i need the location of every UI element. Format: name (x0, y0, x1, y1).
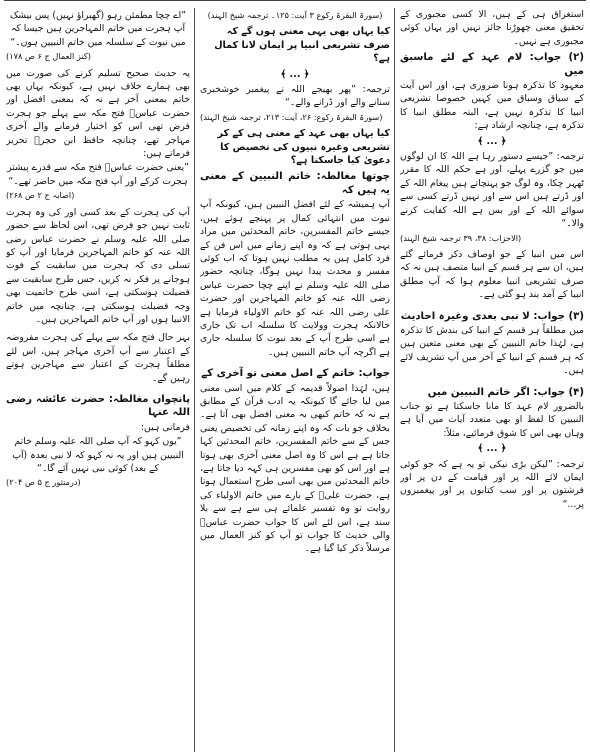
question: کیا یہاں بھی عہد کے معنی ہی کے کر تشریعی وغیرہ نبیوں کی تخصیص کا دعویٰ کیا جاسکتا ہے؟ (217, 128, 390, 167)
section-heading: چوتھا مغالطہ: خاتم النبیین کے معنی یہ ہیں کہ (200, 171, 390, 196)
paragraph: آپ کی ہجرت کے بعد کسی اور کی وہ ہجرت ثابت نہیں جو فرض تھی، اس لحاظ سے حضور صلی اللہ علیہ وسلم نے حضرت عباس رضی اللہ عنہ کو خاتم المہاجرین فرمایا اور آپ کو تسلی دی کہ ہجرت میں سابقیت کے فوت ہوجانے پر فکر نہ کریں، جس طرح سابقیت سے فضیلت ہوسکتی ہے، اسی طرح خاتمیت بھی وجہ فضیلت ہوسکتی ہے، چنانچہ میں خاتم الانبیا ہوں اور آپ خاتم المہاجرین ہیں۔ (6, 206, 190, 325)
reference: (سورۃ البقرۃ رکوع: ۲۶، آیت: ۲۱۳، ترجمہ شیخ الہند) (200, 111, 383, 122)
translation: ترجمہ: ”جیسے دستور رہا ہے اللہ کا ان لوگوں میں جو گزرے پہلے، اور ہے حکم اللہ کا مقرر ٹھہر چکا، وہ لوگ جو پہنچاتے ہیں پیغام اللہ کے اور ڈرتے ہیں اس سے اور نہیں ڈرتے کسی سے سوائے اللہ کے اور بس ہے اللہ کفایت کرنے والا۔“ (400, 151, 584, 230)
section-heading: (۲) جواب: لام عہد کے لئے ماسبق میں (400, 52, 584, 77)
reference: (درمنثور ج ۵ ص ۲۰۴) (6, 477, 81, 488)
column-divider (394, 8, 395, 752)
section-heading: (۳) جواب: لا نبی بعدی وغیرہ احادیث (400, 310, 584, 322)
column-middle (200, 8, 390, 754)
reference: (اصابہ ج ۲ ص ۲۶۸) (6, 190, 75, 201)
paragraph: اس میں انبیا کے جو اوصاف ذکر فرمائے گئے ہیں، ان سے ہر قسم کے انبیا متصف ہیں نہ کہ صرف تشریعی انبیا معلوم ہوا کہ آپ مطلق انبیا کے آمد بند ہو گئی ہے۔ (400, 248, 584, 301)
reference: (کنز العمال ج ۶ ص ۱۷۸) (6, 51, 91, 62)
hadith-quote: ”یوں کہو کہ آپ صلی اللہ علیہ وسلم خاتم النبیین ہیں اور یہ نہ کہو کہ لا نبی بعدہ (آپ کے بعد) کوئی نبی نہیں آئے گا۔“ (12, 436, 184, 474)
paragraph: بالضرور لام عہد کا مانا جاسکتا ہے تو جناب النبیین کا لفظ او بھی متعدد آیات میں آیا ہے وہاں بھی اس کا شوق فرمائیے، مثلاً: (400, 400, 584, 439)
paragraph: یہ حدیث صحیح تسلیم کرنے کی صورت میں بھی ہمارے خلاف نہیں ہے، کیونکہ یہاں بھی خاتم بمعنی آخر ہے نہ کہ بمعنی افضل اور حضرت عباسؓ فتح مکہ سے پہلے جو ہجرت فرض تھی اس کو اختیار فرمانے والے آخری مہاجر تھے، چنانچہ حافظ ابن حجرؒ تحریر فرماتے ہیں: (6, 67, 190, 160)
top-rule (4, 0, 586, 7)
hadith-quote: ”اے چچا مطمئن رہو (گھبراؤ نہیں) پس بیشک آپ ہجرت میں خاتم المہاجرین ہیں جیسا کہ میں نبوت کے سلسلہ میں خاتم النبیین ہوں۔“ (9, 10, 187, 48)
quran-verse: ﴿ ... ﴾ (477, 135, 507, 147)
paragraph: ہیں، لہٰذا اصولاً قدیمہ کے کلام میں اسی معنی میں لیا جائے گا کیونکہ یہ ادب قرآن کے مطابق ہے نہ کہ خاتم کبھی بہ معنی افضل بھی آتا ہے۔ بخلاف جو بات کہ وہ اپنے زمانہ کی تخصیص یعنی جس کے سے خاتم المفسرین، خاتم المحدثین کہا جاتا ہے ہے اس کا وہ اصل معنی آخری بھی ہوتا ہے اور اس کو بھی مفسرین ہی کہہ دیا جاتا ہے، خاتم المحدثین میں بھی اسی طرح استعمال ہوتا ہے، حضرت علیؓ کے بارے میں خاتم الاولیاء کی روایت تو وہ تفسیر علمائے ہی سے ہے سے بلا سند ہے، اس لئے اس کا جواب حضرت عباسؓ والی حدیث کا جواب تو آپ کو کنز العمال میں مرسلاً ذکر کیا گیا ہے۔ (200, 382, 390, 555)
column-left (6, 8, 190, 754)
quran-verse: ﴿ ... ﴾ (477, 443, 507, 455)
section-heading: (۴) جواب: اگر خاتم النبیین میں (427, 386, 584, 398)
paragraph: استغراق ہی کے ہیں، الا کسی مجبوری کے تحقیق معنی چھوڑنا جائز نہیں اور یہاں کوئی مجبوری ہے نہیں۔ (400, 9, 584, 47)
column-divider (194, 8, 195, 752)
paragraph: میں مطلقاً ہر قسم کے انبیا کی بندش کا تذکرہ ہے، لہٰذا خاتم النبیین کے بھی معنی متعین ہیں کہ ہر قسم کے انبیا کے آخر میں آپ تشریف لائے ہیں۔ (400, 324, 584, 377)
translation: ترجمہ: ”پھر بھیجے اللہ نے پیغمبر خوشخبری سنانے والے اور ڈرانے والے۔“ (200, 84, 390, 109)
section-heading: جواب: خاتم کے اصل معنی تو آخری کے (201, 368, 390, 380)
column-right (400, 8, 584, 754)
reference: (سورۃ البقرۃ رکوع ۳ آیت: ۱۲۵۔ ترجمہ شیخ الہند) (207, 10, 383, 20)
translation: ترجمہ: ”لیکن بڑی نیکی تو یہ ہے کہ جو کوئی ایمان لائے اللہ پر اور قیامت کے دن پر اور فرشتوں پر اور سب کتابوں پر اور پیغمبروں پر...“ (400, 458, 584, 510)
quran-verse: ﴿ ... ﴾ (280, 68, 310, 80)
quote: ”یعنی حضرت عباسؓ فتح مکہ سے قدرے پیشتر ہجرت کرکے اور آپ فتح مکہ میں حاضر تھے۔“ (7, 162, 189, 187)
reference: (الاحزاب: ۳۸، ۳۹ ترجمہ شیخ الہند) (400, 232, 522, 243)
paragraph: معہود کا تذکرہ ہونا ضروری ہے، اور اس آیت کے سیاق وسباق میں کہیں خصوصا تشریعی انبیا کا تذکرہ نہیں ہے، البتہ مطلق انبیا کا تذکرہ ہے، چنانچہ ارشاد ہے: (400, 80, 584, 132)
paragraph: بہر حال فتح مکہ سے پہلے کی ہجرت مفروضہ کے اعتبار سے آپ آخری مہاجر ہیں، اس لئے مطلقاً ہجرت کے اعتبار سے مہاجرین ہوتے رہیں گے۔ (6, 332, 190, 384)
paragraph: آپ ہمیشہ کے لئے افضل النبیین ہیں، کیونکہ آپ نبوت میں انتہائی کمال پر پہنچے ہوئے ہیں، جیسے خاتم المفسرین، خاتم المحدثین میں مراد یہی ہوتی ہے کہ وہ اپنے زمانے میں اس فن کے فرد کامل ہیں یہ مطلب نہیں ہوتا کہ اب کوئی مفسر و محدث پیدا نہیں ہوگا، چنانچہ حضور صلی اللہ علیہ وسلم نے اپنے چچا حضرت عباس رضی اللہ عنہ کو خاتم المہاجرین اور حضرت علی رضی اللہ عنہ کو خاتم الاولیاء فرمایا ہے حالانکہ ہجرت وولایت کا سلسلہ اب تک جاری ہے اسی طرح آپ کے بعد نبوت کا سلسلہ جاری ہے اگرچہ آپ خاتم النبیین ہیں۔ (200, 199, 390, 358)
question: کیا یہاں بھی یہی معنی ہوں گے کہ صرف تشریعی انبیا پر ایمان لانا کمال ہے؟ (214, 26, 390, 65)
section-heading: پانچواں مغالطہ: حضرت عائشہ رضی اللہ عنہا (6, 393, 190, 419)
paragraph: فرماتی ہیں: (140, 421, 190, 433)
